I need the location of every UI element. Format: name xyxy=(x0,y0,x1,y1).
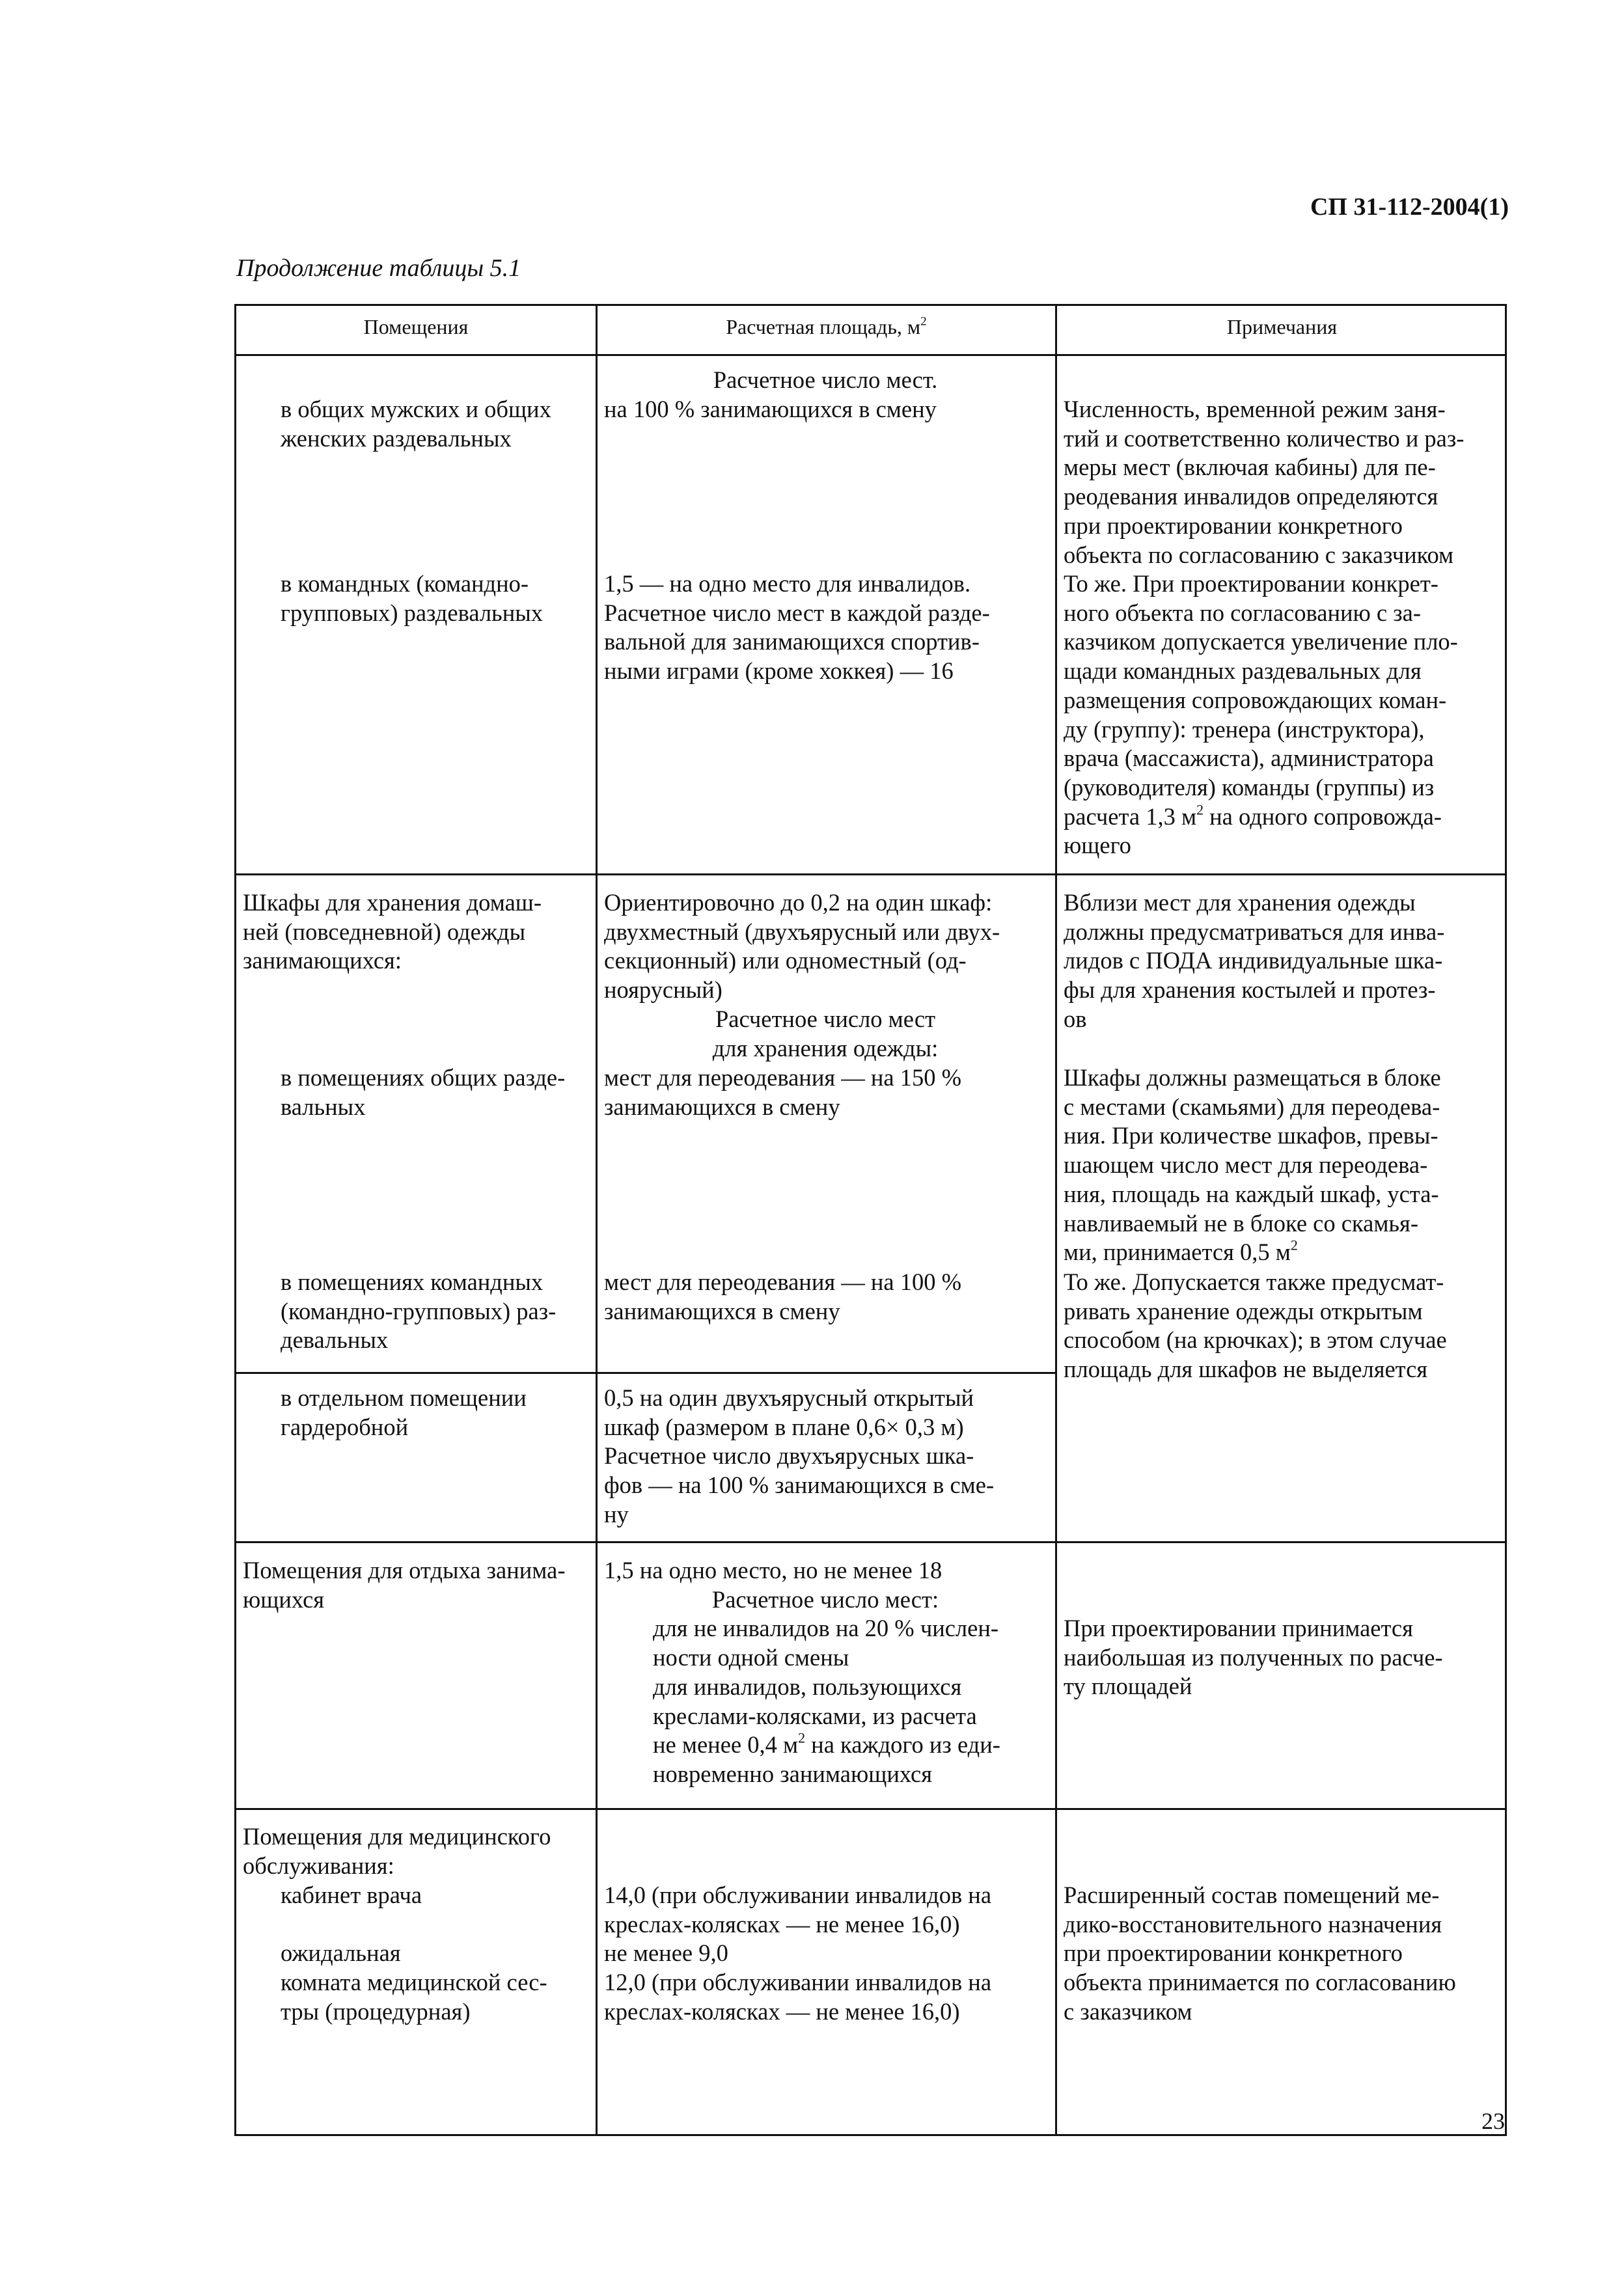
column-divider xyxy=(596,306,598,2134)
row-divider xyxy=(236,1808,1505,1810)
cell-medical-note: Расширенный состав помещений ме- дико-восстановительного назначения при проектировании конкретного объекта принимается по согласованию с заказчиком xyxy=(1064,1882,1456,2025)
cell-rest-room: Помещения для отдыха занима- ющихся xyxy=(243,1557,566,1613)
header-area: Расчетная площадь, $м^2$ xyxy=(726,314,927,338)
document-code: СП 31-112-2004(1) xyxy=(1310,193,1509,221)
cell-lockers-team-area: мест для переодевания — на 100 % занимающихся в смену xyxy=(604,1268,962,1324)
cell-lockers-subheading: Расчетное число мест для хранения одежды: xyxy=(712,1006,939,1062)
cell-changing-team-area: 1,5 — на одно место для инвалидов. Расчетное число мест в каждой разде- вальной для занимающихся спортив- ными играми (кроме хоккея) — 16 xyxy=(604,570,990,685)
cell-lockers-team-room: в помещениях командных (командно-групповых) раз- девальных xyxy=(281,1268,557,1354)
cell-rest-area-non-disabled: для не инвалидов на 20 % числен- ности одной смены xyxy=(653,1615,999,1671)
cell-changing-general-room: в общих мужских и общих женских раздевальных xyxy=(281,396,551,452)
requirements-table xyxy=(234,304,1507,2136)
row-divider xyxy=(236,1372,596,1374)
cell-lockers-area: Ориентировочно до 0,2 на один шкаф: двухместный (двухъярусный или двух- секционный) или одноместный (од- ноярусный) xyxy=(604,889,1000,1004)
cell-lockers-team-note: То же. Допускается также предусмат- ривать хранение одежды открытым способом (на крючках); в этом случае площадь для шкафов не выделяется xyxy=(1064,1268,1447,1383)
cell-lockers-general-room: в помещениях общих разде- вальных xyxy=(281,1064,566,1120)
cell-medical-heading: Помещения для медицинского обслуживания: xyxy=(243,1823,551,1879)
header-rooms: Помещения xyxy=(363,315,469,338)
table-caption: Продолжение таблицы 5.1 xyxy=(236,254,521,282)
row-divider xyxy=(236,873,1505,875)
cell-lockers-room: Шкафы для хранения домаш- ней (повседневной) одежды занимающихся: xyxy=(243,889,542,974)
cell-wardrobe-room: в отдельном помещении гардеробной xyxy=(281,1384,527,1440)
cell-rest-subheading: Расчетное число мест: xyxy=(711,1586,939,1613)
cell-lockers-general-area: мест для переодевания — на 150 % занимающихся в смену xyxy=(604,1064,962,1120)
cell-changing-team-note: То же. При проектировании конкрет- ного объекта по согласованию с за- казчиком допускается увеличение пло- щади командных раздевальных для размещения сопровождающих коман- ду (группу): тренера (инструктора), врача (массажиста), администратора (руководителя) команды (группы) из расчета 1,3 $м^2$ на одного сопровожда- ющего xyxy=(1064,570,1458,859)
cell-changing-general-subheading: Расчетное число мест. xyxy=(713,366,938,393)
cell-rest-area-disabled: для инвалидов, пользующихся креслами-колясками, из расчета не менее 0,4 $м^2$ на каждого из еди- новременно занимающихся xyxy=(653,1673,1000,1788)
cell-lockers-general-note: Шкафы должны размещаться в блоке с местами (скамьями) для переодева- ния. При количестве шкафов, превы- шающем число мест для переодева- ния, площадь на каждый шкаф, уста- навливаемый не в блоке со скамья- ми, принимается 0,5 $м^2$ xyxy=(1064,1064,1441,1266)
row-divider xyxy=(596,1372,1055,1374)
page-number: 23 xyxy=(1481,2108,1505,2134)
row-divider xyxy=(236,1541,1505,1543)
cell-rest-area-line1: 1,5 на одно место, но не менее 18 xyxy=(604,1557,943,1583)
header-divider xyxy=(236,354,1505,356)
cell-rest-note: При проектировании принимается наибольшая из полученных по расче- ту площадей xyxy=(1064,1615,1443,1700)
cell-medical-area: 14,0 (при обслуживании инвалидов на креслах-колясках — не менее 16,0) не менее 9,0 12,0 (при обслуживании инвалидов на креслах-колясках — не менее 16,0) xyxy=(604,1882,992,2025)
cell-wardrobe-area: 0,5 на один двухъярусный открытый шкаф (размером в плане 0,6× 0,3 м) Расчетное число двухъярусных шка- фов — на 100 % занимающихся в сме- ну xyxy=(604,1384,995,1528)
cell-changing-general-note: Численность, временной режим заня- тий и соответственно количество и раз- меры мест (включая кабины) для пе- реодевания инвалидов определяются при проектировании конкретного объекта по согласованию с заказчиком xyxy=(1064,396,1465,568)
cell-changing-team-room: в командных (командно- групповых) раздевальных xyxy=(281,570,544,626)
cell-changing-general-area: на 100 % занимающихся в смену xyxy=(604,396,937,422)
column-divider xyxy=(1055,306,1057,2134)
cell-lockers-note: Вблизи мест для хранения одежды должны предусматриваться для инва- лидов с ПОДА индивидуальные шка- фы для хранения костылей и протез- ов xyxy=(1064,889,1445,1032)
header-notes: Примечания xyxy=(1226,315,1338,338)
cell-medical-rooms: кабинет врача ожидальная комната медицинской сес- тры (процедурная) xyxy=(281,1882,547,2025)
